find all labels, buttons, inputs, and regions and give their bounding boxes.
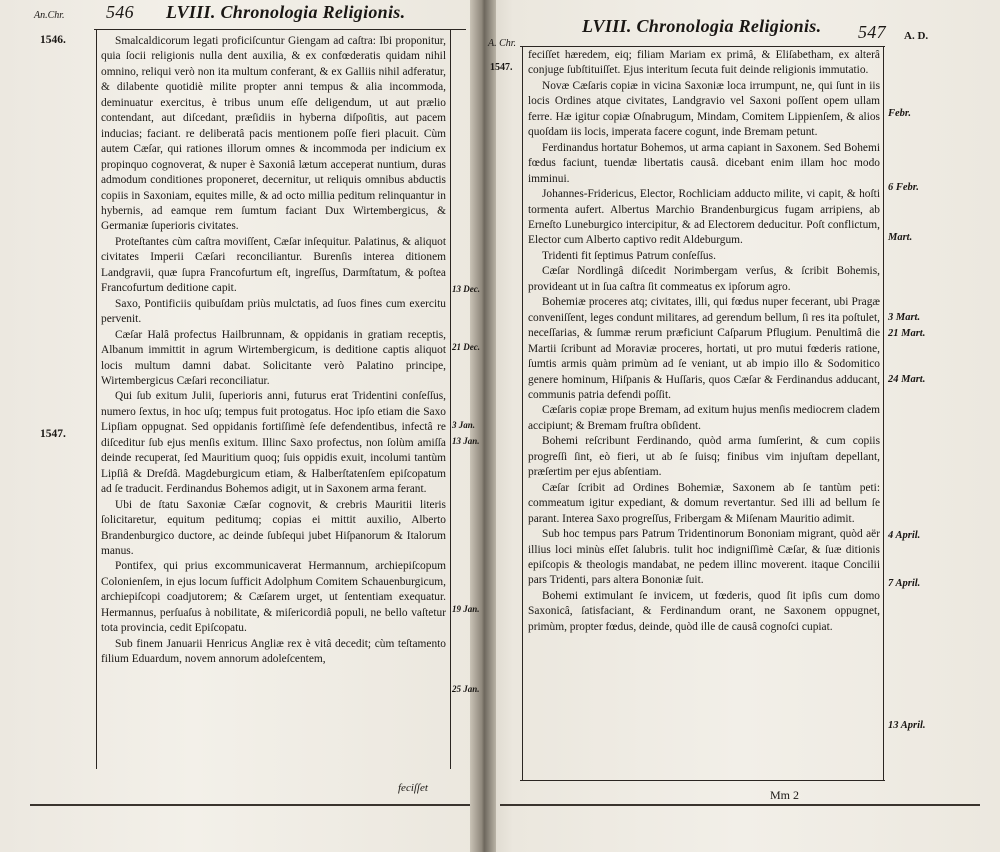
left-page-number: 546: [106, 2, 134, 22]
right-corner-label-ad: A. D.: [904, 30, 929, 42]
right-margin-date: 21 Mart.: [888, 328, 926, 339]
right-inner-rule: [522, 46, 523, 781]
left-year-1547: 1547.: [40, 428, 66, 440]
right-bottom-edge: [500, 804, 980, 806]
right-paragraph: Ferdinandus hortatur Bohemos, ut arma capiant in Saxonem. Sed Bohemi fœdus faciunt, tuendæ libertatis causâ. dicebant enim illam hoc modo imminui.: [528, 141, 880, 185]
left-paragraph: Sub finem Januarii Henricus Angliæ rex è vitâ decedit; cùm teſtamento filium Eduardum, novem annorum adoleſcentem,: [101, 637, 446, 666]
left-margin-date: 21 Dec.: [452, 342, 480, 352]
right-margin-date: 3 Mart.: [888, 312, 921, 323]
right-margin-date: 6 Febr.: [888, 182, 919, 193]
left-margin-date: 13 Jan.: [452, 436, 480, 446]
left-paragraph: Proteſtantes cùm caſtra moviſſent, Cæſar inſequitur. Palatinus, & aliquot civitates Imperii Cæſari reconciliantur. Burenſis interea ditionem Landgravii, quæ ſupra Francofurtum eſt, ingreſſus, Darmſtatum, & poſtea Francofurtum deditione capit.: [101, 235, 446, 295]
right-footer-rule: [520, 780, 885, 781]
right-margin-date: Mart.: [888, 232, 913, 243]
right-margin-date: 7 April.: [888, 578, 921, 589]
left-paragraph: Pontifex, qui prius excommunicaverat Hermannum, archiepiſcopum Colonienſem, in ejus locum ſufficit Adolphum Comitem Schauenburgicum, archiepiſcopi coadjutorem; & Cæſarem urget, ut ſententiam exequatur. Hermannus, perſuaſus à nobilitate, & miſericordiâ populi, ne bello vaſtetur tota provincia, cedit Epiſcopatu.: [101, 560, 446, 635]
left-text-block: [101, 34, 446, 668]
right-page-number: 547: [858, 22, 886, 42]
right-paragraph: Cæſar Nordlingâ diſcedit Norimbergam verſus, & ſcribit Bohemis, provideant ut in ſua caſtra ſit commeatus ex ipſorum agro.: [528, 265, 880, 293]
right-margin-date: 4 April.: [888, 530, 921, 541]
right-paragraph: Novæ Cæſaris copiæ in vicina Saxoniæ loca irrumpunt, ne, qui ſunt in iis locis Ordines atque civitates, Landgravio vel Saxoni poſſent opem ullam ferre. Hæ igitur copiæ Oſnabrugum, Mindam, Comitem Lippienſem, & alios quoſdam iis locis, imperata facere cogunt, inde Bremam petunt.: [528, 79, 880, 139]
left-margin-date: 19 Jan.: [452, 604, 480, 614]
left-margin-rule: [450, 29, 451, 769]
right-paragraph: Sub hoc tempus pars Patrum Tridentinorum Bononiam migrant, quòd aër illius loci minùs eſſet ſalubris. tulit hoc indigniſſimè Cæſar, & ſuæ ditionis epiſcopis & theologis mandabat, ne pedem illinc moverent. itaque Concilii pars Tridenti, pars altera Bononiæ ſuit.: [528, 528, 880, 587]
right-margin-date: 13 April.: [888, 720, 926, 731]
left-paragraph: Qui ſub exitum Julii, ſuperioris anni, futurus erat Tridentini conſeſſus, numero ſextus, in hoc uſq; tempus fuit protogatus. Hoc ipſo etiam die Saxo Lipſiam oppugnat. Sed oppidanis fortiſſimè ſeſe defendentibus, infectâ re diſceditur ſub ejus menſis exitum. Illinc Saxo profectus, non ſolùm amiſſa deinde recuperat, ſed Mauritium quoq; ſuis oppidis exuit, incolumi tantùm Lipſiâ & Dreſdâ. Magdeburgicum etiam, & Halberſtatenſem epiſcopatum ad ſe traducit. Ferdinandus Bohemos adigit, ut in Saxonem arma ferant.: [101, 390, 446, 496]
right-year-1547: 1547.: [490, 62, 513, 73]
left-corner-label: An.Chr.: [34, 10, 65, 21]
left-paragraph: Cæſar Halâ profectus Hailbrunnam, & oppidanis in gratiam receptis, Albanum immittit in agrum Wirtembergicum, is deditione captis aliquot locis multum damni dabat. Solicitante verò Palatino principe, Wirtembergicus Cæſari reconciliatur.: [101, 328, 446, 387]
signature-mark: Mm 2: [770, 788, 800, 802]
right-paragraph: Bohemiæ proceres atq; civitates, illi, qui fœdus nuper fecerant, ubi Pragæ conveniſſent, leges condunt militares, ad gerendum bellum, ſi res ita poſtulet, neceſſarias, & ſummæ rerum præficiunt Caſparum Pflugium. Penultimâ die Martii ſcribunt ad Moraviæ proceres, hortati, ut pro mutui fœderis ratione, ſumtis armis quàm primùm ad ſe veniant, ut ab impio illo & Sodomitico genere hominum, Hiſpanis & Huſſaris, quos Cæſar & Ferdinandus adducant, communis patria defendi poſſit.: [528, 296, 880, 401]
right-margin-date: Febr.: [888, 108, 912, 119]
right-paragraph: Tridenti fit ſeptimus Patrum conſeſſus.: [542, 249, 716, 262]
right-corner-label: A. Chr.: [488, 38, 517, 49]
left-paragraph: Ubi de ſtatu Saxoniæ Cæſar cognovit, & crebris Mauritii literis ſolicitaretur, equitum peditumq; copias ei mittit auxilio, Alberto Brandenburgico ductore, ac deinde ſubſequi jubet Hiſpanorum & Italorum manus.: [101, 498, 446, 557]
left-running-title: LVIII. Chronologia Religionis.: [166, 2, 406, 22]
left-margin-date: 13 Dec.: [452, 284, 480, 294]
right-text-block: [528, 48, 880, 635]
left-header-rule: [94, 29, 466, 30]
right-paragraph: Bohemi reſcribunt Ferdinando, quòd arma ſumſerint, & cum copiis progreſſi ſint, eò fieri, ut ab ſe ſuisq; finibus vim injuſtam depellant, præſertim per ejus abſentiam.: [528, 435, 880, 479]
right-margin-rule: [883, 46, 884, 781]
right-paragraph: Cæſar ſcribit ad Ordines Bohemiæ, Saxonem ab ſe tantùm peti: commeatum igitur expediant, & domum revertantur. Sed illi ad bellum ſe parant. Interea Saxo progreſſus, Fribergam & Miſenam Mauritio adimit.: [528, 481, 880, 525]
right-paragraph: Bohemi extimulant ſe invicem, ut fœderis, quod ſit ipſis cum domo Saxonicâ, ſatisfaciant, & Ferdinandum orant, ne Saxonem oppugnet, primùm, propter fœdus, deinde, quòd ille de causâ cognoſci cupiat.: [528, 589, 880, 633]
right-paragraph: Johannes-Fridericus, Elector, Rochliciam adducto milite, vi capit, & hoſti tormenta aufert. Albertus Marchio Brandenburgicus fugam arripiens, ab Erneſto Luneburgico intercipitur, & ad Electorem deducitur. Poſt conflictum, Elector cum Alberto captivo redit Aldeburgum.: [528, 188, 880, 247]
left-bottom-edge: [30, 804, 470, 806]
left-column-rule: [96, 29, 97, 769]
right-margin-date: 24 Mart.: [888, 374, 926, 385]
right-running-title: LVIII. Chronologia Religionis.: [582, 16, 822, 36]
right-paragraph: feciſſet hæredem, eiq; filiam Mariam ex primâ, & Eliſabetham, ex alterâ conjuge ſubſtituiſſet. Ejus interitum ſecuta fuit deinde religionis immutatio.: [528, 49, 880, 77]
left-catchword: feciſſet: [398, 782, 428, 794]
left-margin-date: 25 Jan.: [452, 684, 480, 694]
left-margin-date: 3 Jan.: [452, 420, 476, 430]
right-paragraph: Cæſaris copiæ prope Bremam, ad exitum hujus menſis mediocrem cladem accipiunt; & Bremam fruſtra obſident.: [528, 404, 880, 432]
left-year-1546: 1546.: [40, 34, 66, 46]
left-paragraph: Smalcaldicorum legati proficiſcuntur Giengam ad caſtra: Ibi proponitur, quia ſocii religionis nulla dent auxilia, & ex confœderatis quidam nihil omnino, reliqui verò non ita multum conferant, & ex Galliis nihil adferatur, & dilabente quotidiè milite propter anni tempus & alia incommoda, deminuatur exercitus, è tribus unum eſſe deligendum, ut aut prælio contendant, aut diſcedant, præſidiis in hyberna diſpoſitis, aut pacem inducias; faciant. re deliberatâ pacis mentionem poſſe fieri placuit. Cùm autem Cæſar, qui rationes illorum omnes & incommoda per indicium ex propinquo cognoverat, & nuper è Saxoniâ lætum acceperat nuntium, duras admodum conditiones proponeret, decernitur, ut reliquis omnibus abductis copiis in Saxoniam, equites mille, & ad octo millia peditum relinquantur in hybernis, ad eamque rem ſumtum faciant Dux Wirtembergicus, & Germaniæ ſuperioris civitates.: [101, 35, 446, 233]
right-header-rule: [520, 46, 885, 47]
left-paragraph: Saxo, Pontificiis quibuſdam priùs mulctatis, ad ſuos fines cum exercitu pervenit.: [101, 297, 446, 326]
